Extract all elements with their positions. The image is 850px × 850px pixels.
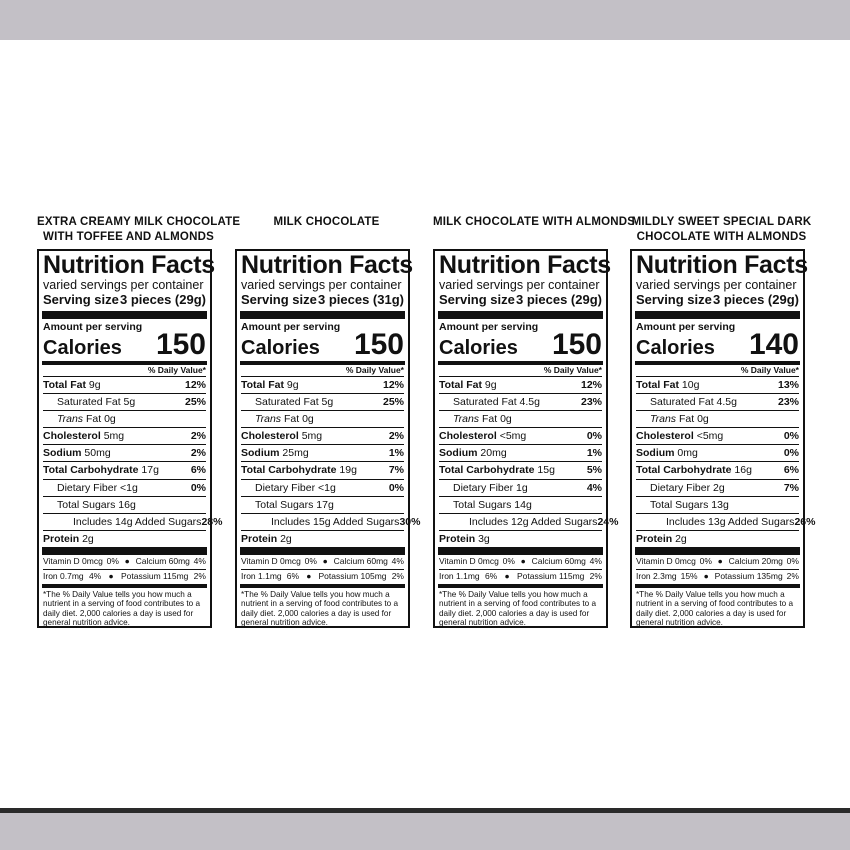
dietary-fiber-pct: 0% bbox=[190, 481, 206, 494]
total-sugars-amount: 17g bbox=[316, 498, 334, 511]
calcium-text: Calcium 60mg bbox=[135, 555, 190, 566]
vitamin-row-2 bbox=[43, 569, 206, 584]
saturated-fat-row bbox=[636, 393, 799, 410]
total-fat-amount: 9g bbox=[286, 379, 299, 391]
daily-value-header: % Daily Value* bbox=[543, 365, 602, 375]
saturated-fat-amount: 5g bbox=[321, 396, 334, 409]
bullet-icon: ● bbox=[124, 555, 130, 566]
product-heading bbox=[630, 215, 813, 249]
trans-label: Trans bbox=[453, 413, 480, 426]
saturated-fat-row bbox=[439, 393, 602, 410]
sodium-row bbox=[43, 444, 206, 461]
cholesterol-amount: 5mg bbox=[301, 430, 323, 443]
trans-fat-amount: 0g bbox=[302, 413, 314, 426]
product-heading-line-1: MILK CHOCOLATE WITH ALMONDS bbox=[433, 216, 636, 228]
footnote-divider bbox=[438, 584, 603, 588]
serving-size-value: 3 pieces (29g) bbox=[516, 292, 602, 307]
trans-label: Trans bbox=[255, 413, 282, 426]
added-sugars-row bbox=[636, 513, 816, 530]
total-fat-pct: 12% bbox=[382, 379, 404, 391]
sodium-row bbox=[636, 444, 799, 461]
calories-value: 140 bbox=[748, 328, 799, 361]
cholesterol-amount: <5mg bbox=[696, 430, 724, 443]
sodium-pct: 1% bbox=[388, 447, 404, 460]
potassium-text: Potassium 135mg bbox=[714, 570, 783, 581]
footnote-divider bbox=[240, 584, 405, 588]
added-sugars-row bbox=[241, 513, 421, 530]
saturated-fat-row bbox=[241, 393, 404, 410]
serving-size-row bbox=[439, 292, 602, 308]
protein-row bbox=[43, 530, 206, 547]
calcium-pct: 4% bbox=[391, 555, 404, 566]
carbohydrate-row bbox=[439, 461, 602, 478]
added-sugars-row bbox=[43, 513, 223, 530]
added-sugars-row bbox=[439, 513, 619, 530]
cholesterol-row bbox=[439, 427, 602, 444]
carbohydrate-pct: 5% bbox=[586, 464, 602, 477]
carbohydrate-row bbox=[636, 461, 799, 478]
nutrition-facts-title: Nutrition Facts bbox=[43, 251, 215, 279]
total-fat-amount: 10g bbox=[681, 379, 700, 391]
total-fat-pct: 12% bbox=[580, 379, 602, 391]
dietary-fiber-pct: 4% bbox=[586, 481, 602, 494]
nutrition-facts-title: Nutrition Facts bbox=[241, 251, 413, 279]
total-sugars-label: Total Sugars bbox=[57, 498, 116, 511]
thick-divider-vitamins bbox=[240, 547, 405, 555]
potassium-pct: 2% bbox=[391, 570, 404, 581]
total-sugars-label: Total Sugars bbox=[650, 498, 709, 511]
iron-text: Iron 0.7mg bbox=[43, 570, 84, 581]
protein-label: Protein bbox=[636, 532, 673, 545]
cholesterol-label: Cholesterol bbox=[439, 430, 497, 443]
bullet-icon: ● bbox=[703, 570, 709, 581]
sodium-amount: 50mg bbox=[84, 447, 111, 460]
dietary-fiber-pct: 0% bbox=[388, 481, 404, 494]
protein-label: Protein bbox=[241, 532, 278, 545]
product-heading-line-1: MILK CHOCOLATE bbox=[273, 216, 380, 228]
total-fat-amount: 9g bbox=[88, 379, 101, 391]
sodium-label: Sodium bbox=[241, 447, 280, 460]
nutrition-facts-title: Nutrition Facts bbox=[439, 251, 611, 279]
product-heading-line-2: WITH TOFFEE AND ALMONDS bbox=[43, 231, 214, 243]
daily-value-header: % Daily Value* bbox=[740, 365, 799, 375]
iron-pct: 4% bbox=[88, 570, 102, 581]
serving-size-value: 3 pieces (29g) bbox=[713, 292, 799, 307]
dietary-fiber-row bbox=[241, 479, 404, 496]
calcium-text: Calcium 60mg bbox=[531, 555, 586, 566]
saturated-fat-pct: 23% bbox=[580, 396, 602, 409]
vitamin-d-pct: 0% bbox=[502, 555, 515, 566]
daily-value-footnote: *The % Daily Value tells you how much a nutrient in a serving of food contributes to a daily diet. 2,000 calories a day is used for general nutrition advice. bbox=[241, 589, 399, 628]
protein-row bbox=[439, 530, 602, 547]
top-band bbox=[0, 0, 850, 40]
servings-per-container: varied servings per container bbox=[439, 278, 600, 292]
serving-size-label: Serving size bbox=[636, 292, 712, 307]
sodium-label: Sodium bbox=[439, 447, 478, 460]
potassium-text: Potassium 115mg bbox=[120, 570, 189, 581]
nutrition-facts-panel bbox=[630, 249, 816, 628]
dietary-fiber-label: Dietary Fiber bbox=[57, 481, 118, 494]
added-sugars-pct: 30% bbox=[399, 515, 421, 528]
total-fat-pct: 13% bbox=[777, 379, 799, 391]
potassium-text: Potassium 115mg bbox=[516, 570, 585, 581]
product-heading-line-1: MILDLY SWEET SPECIAL DARK bbox=[631, 216, 812, 228]
daily-value-header: % Daily Value* bbox=[345, 365, 404, 375]
serving-size-label: Serving size bbox=[241, 292, 317, 307]
sodium-label: Sodium bbox=[43, 447, 82, 460]
cholesterol-pct: 2% bbox=[190, 430, 206, 443]
saturated-fat-label: Saturated Fat bbox=[255, 396, 319, 409]
total-sugars-row bbox=[636, 496, 799, 513]
product-heading bbox=[433, 215, 636, 249]
dietary-fiber-row bbox=[43, 479, 206, 496]
sodium-row bbox=[241, 444, 404, 461]
calories-label: Calories bbox=[439, 337, 518, 359]
carbohydrate-amount: 15g bbox=[537, 464, 555, 477]
serving-size-value: 3 pieces (31g) bbox=[318, 292, 404, 307]
added-sugars-pct: 26% bbox=[794, 515, 816, 528]
nutrition-facts-panel bbox=[433, 249, 619, 628]
calories-label: Calories bbox=[43, 337, 122, 359]
total-fat-row bbox=[43, 376, 206, 393]
product-heading bbox=[37, 215, 241, 249]
nutrition-label-column-2 bbox=[235, 215, 421, 628]
added-sugars-text: Includes 14g Added Sugars bbox=[73, 515, 202, 528]
added-sugars-text: Includes 13g Added Sugars bbox=[666, 515, 795, 528]
saturated-fat-label: Saturated Fat bbox=[453, 396, 517, 409]
total-fat-row bbox=[241, 376, 404, 393]
fat-label: Fat bbox=[678, 413, 695, 426]
vitamin-d-pct: 0% bbox=[106, 555, 119, 566]
nutrition-label-column-3 bbox=[433, 215, 636, 628]
vitamin-d-pct: 0% bbox=[304, 555, 317, 566]
sodium-amount: 20mg bbox=[480, 447, 507, 460]
daily-value-footnote: *The % Daily Value tells you how much a nutrient in a serving of food contributes to a daily diet. 2,000 calories a day is used for general nutrition advice. bbox=[439, 589, 597, 628]
sodium-label: Sodium bbox=[636, 447, 675, 460]
protein-amount: 2g bbox=[82, 532, 94, 545]
nutrition-facts-panel bbox=[37, 249, 223, 628]
trans-fat-row bbox=[636, 410, 799, 427]
protein-row bbox=[636, 530, 799, 547]
calories-value: 150 bbox=[155, 328, 206, 361]
carbohydrate-pct: 6% bbox=[783, 464, 799, 477]
calories-value: 150 bbox=[353, 328, 404, 361]
saturated-fat-amount: 4.5g bbox=[716, 396, 737, 409]
calories-row bbox=[439, 328, 602, 361]
amount-per-serving: Amount per serving bbox=[636, 321, 736, 333]
cholesterol-pct: 0% bbox=[783, 430, 799, 443]
calcium-pct: 4% bbox=[193, 555, 206, 566]
thick-divider-vitamins bbox=[438, 547, 603, 555]
cholesterol-amount: 5mg bbox=[103, 430, 125, 443]
serving-size-row bbox=[636, 292, 799, 308]
sodium-row bbox=[439, 444, 602, 461]
vitamin-row-1 bbox=[241, 555, 404, 569]
saturated-fat-row bbox=[43, 393, 206, 410]
vitamin-row-1 bbox=[636, 555, 799, 569]
saturated-fat-pct: 25% bbox=[382, 396, 404, 409]
product-heading bbox=[235, 215, 418, 249]
total-sugars-amount: 14g bbox=[514, 498, 532, 511]
servings-per-container: varied servings per container bbox=[636, 278, 797, 292]
added-sugars-text: Includes 12g Added Sugars bbox=[469, 515, 598, 528]
total-fat-row bbox=[439, 376, 602, 393]
dietary-fiber-label: Dietary Fiber bbox=[650, 481, 711, 494]
nutrition-label-column-1 bbox=[37, 215, 241, 628]
thick-divider bbox=[240, 311, 405, 319]
fat-label: Fat bbox=[481, 413, 498, 426]
trans-label: Trans bbox=[57, 413, 84, 426]
cholesterol-pct: 2% bbox=[388, 430, 404, 443]
carbohydrate-label: Total Carbohydrate bbox=[439, 464, 535, 477]
carbohydrate-pct: 6% bbox=[190, 464, 206, 477]
iron-pct: 6% bbox=[484, 570, 498, 581]
total-sugars-amount: 16g bbox=[118, 498, 136, 511]
carbohydrate-label: Total Carbohydrate bbox=[636, 464, 732, 477]
bullet-icon: ● bbox=[108, 570, 114, 581]
total-fat-pct: 12% bbox=[184, 379, 206, 391]
saturated-fat-label: Saturated Fat bbox=[57, 396, 121, 409]
vitamin-row-1 bbox=[439, 555, 602, 569]
carbohydrate-amount: 17g bbox=[141, 464, 159, 477]
calcium-pct: 0% bbox=[786, 555, 799, 566]
amount-per-serving: Amount per serving bbox=[241, 321, 341, 333]
total-fat-label: Total Fat bbox=[439, 379, 482, 391]
total-fat-amount: 9g bbox=[484, 379, 497, 391]
bullet-icon: ● bbox=[306, 570, 312, 581]
calories-value: 150 bbox=[551, 328, 602, 361]
dietary-fiber-row bbox=[636, 479, 799, 496]
sodium-pct: 2% bbox=[190, 447, 206, 460]
saturated-fat-label: Saturated Fat bbox=[650, 396, 714, 409]
daily-value-header: % Daily Value* bbox=[147, 365, 206, 375]
carbohydrate-row bbox=[241, 461, 404, 478]
saturated-fat-amount: 4.5g bbox=[519, 396, 540, 409]
serving-size-row bbox=[241, 292, 404, 308]
iron-text: Iron 1.1mg bbox=[241, 570, 282, 581]
sodium-amount: 0mg bbox=[677, 447, 698, 460]
bullet-icon: ● bbox=[504, 570, 510, 581]
saturated-fat-amount: 5g bbox=[123, 396, 136, 409]
calcium-text: Calcium 20mg bbox=[728, 555, 783, 566]
dietary-fiber-amount: 2g bbox=[713, 481, 725, 494]
added-sugars-pct: 24% bbox=[597, 515, 619, 528]
total-sugars-row bbox=[439, 496, 602, 513]
dietary-fiber-label: Dietary Fiber bbox=[453, 481, 514, 494]
carbohydrate-amount: 16g bbox=[734, 464, 752, 477]
daily-value-footnote: *The % Daily Value tells you how much a nutrient in a serving of food contributes to a daily diet. 2,000 calories a day is used for general nutrition advice. bbox=[636, 589, 794, 628]
total-fat-label: Total Fat bbox=[241, 379, 284, 391]
protein-label: Protein bbox=[439, 532, 476, 545]
carbohydrate-amount: 19g bbox=[339, 464, 357, 477]
trans-fat-amount: 0g bbox=[500, 413, 512, 426]
potassium-pct: 2% bbox=[193, 570, 206, 581]
servings-per-container: varied servings per container bbox=[43, 278, 204, 292]
thick-divider bbox=[42, 311, 207, 319]
dietary-fiber-amount: <1g bbox=[120, 481, 138, 494]
vitamin-d-text: Vitamin D 0mcg bbox=[43, 555, 103, 566]
sodium-pct: 0% bbox=[783, 447, 799, 460]
serving-size-row bbox=[43, 292, 206, 308]
potassium-pct: 2% bbox=[589, 570, 602, 581]
sodium-pct: 1% bbox=[586, 447, 602, 460]
saturated-fat-pct: 25% bbox=[184, 396, 206, 409]
iron-pct: 6% bbox=[286, 570, 300, 581]
potassium-text: Potassium 105mg bbox=[318, 570, 387, 581]
vitamin-row-1 bbox=[43, 555, 206, 569]
potassium-pct: 2% bbox=[786, 570, 799, 581]
carbohydrate-label: Total Carbohydrate bbox=[43, 464, 139, 477]
trans-fat-row bbox=[241, 410, 404, 427]
bullet-icon: ● bbox=[520, 555, 526, 566]
iron-pct: 15% bbox=[680, 570, 698, 581]
calories-row bbox=[43, 328, 206, 361]
nutrition-label-column-4 bbox=[630, 215, 816, 628]
iron-text: Iron 1.1mg bbox=[439, 570, 480, 581]
cholesterol-row bbox=[636, 427, 799, 444]
fat-label: Fat bbox=[85, 413, 102, 426]
calories-row bbox=[241, 328, 404, 361]
added-sugars-text: Includes 15g Added Sugars bbox=[271, 515, 400, 528]
total-fat-row bbox=[636, 376, 799, 393]
dietary-fiber-pct: 7% bbox=[783, 481, 799, 494]
product-heading-line-2: CHOCOLATE WITH ALMONDS bbox=[636, 231, 807, 243]
calories-label: Calories bbox=[241, 337, 320, 359]
nutrition-facts-panel bbox=[235, 249, 421, 628]
protein-row bbox=[241, 530, 404, 547]
sodium-amount: 25mg bbox=[282, 447, 309, 460]
cholesterol-label: Cholesterol bbox=[636, 430, 694, 443]
dietary-fiber-row bbox=[439, 479, 602, 496]
cholesterol-amount: <5mg bbox=[499, 430, 527, 443]
vitamin-row-2 bbox=[241, 569, 404, 584]
vitamin-d-pct: 0% bbox=[699, 555, 712, 566]
added-sugars-pct: 28% bbox=[201, 515, 223, 528]
bullet-icon: ● bbox=[322, 555, 328, 566]
thick-divider bbox=[438, 311, 603, 319]
serving-size-value: 3 pieces (29g) bbox=[120, 292, 206, 307]
amount-per-serving: Amount per serving bbox=[439, 321, 539, 333]
calcium-text: Calcium 60mg bbox=[333, 555, 388, 566]
trans-label: Trans bbox=[650, 413, 677, 426]
total-sugars-row bbox=[43, 496, 206, 513]
vitamin-d-text: Vitamin D 0mcg bbox=[241, 555, 301, 566]
vitamin-d-text: Vitamin D 0mcg bbox=[636, 555, 696, 566]
vitamin-row-2 bbox=[439, 569, 602, 584]
daily-value-footnote: *The % Daily Value tells you how much a nutrient in a serving of food contributes to a daily diet. 2,000 calories a day is used for general nutrition advice. bbox=[43, 589, 201, 628]
nutrition-facts-title: Nutrition Facts bbox=[636, 251, 808, 279]
cholesterol-row bbox=[241, 427, 404, 444]
thick-divider-vitamins bbox=[635, 547, 800, 555]
carbohydrate-pct: 7% bbox=[388, 464, 404, 477]
thick-divider bbox=[635, 311, 800, 319]
total-sugars-label: Total Sugars bbox=[255, 498, 314, 511]
calories-label: Calories bbox=[636, 337, 715, 359]
serving-size-label: Serving size bbox=[43, 292, 119, 307]
vitamin-d-text: Vitamin D 0mcg bbox=[439, 555, 499, 566]
trans-fat-row bbox=[439, 410, 602, 427]
total-sugars-row bbox=[241, 496, 404, 513]
calories-row bbox=[636, 328, 799, 361]
fat-label: Fat bbox=[283, 413, 300, 426]
cholesterol-label: Cholesterol bbox=[43, 430, 101, 443]
bottom-band bbox=[0, 813, 850, 850]
thick-divider-vitamins bbox=[42, 547, 207, 555]
protein-label: Protein bbox=[43, 532, 80, 545]
trans-fat-amount: 0g bbox=[697, 413, 709, 426]
protein-amount: 2g bbox=[280, 532, 292, 545]
carbohydrate-row bbox=[43, 461, 206, 478]
total-sugars-amount: 13g bbox=[711, 498, 729, 511]
calcium-pct: 4% bbox=[589, 555, 602, 566]
saturated-fat-pct: 23% bbox=[777, 396, 799, 409]
product-heading-line-1: EXTRA CREAMY MILK CHOCOLATE bbox=[37, 216, 241, 228]
dietary-fiber-amount: <1g bbox=[318, 481, 336, 494]
protein-amount: 2g bbox=[675, 532, 687, 545]
total-sugars-label: Total Sugars bbox=[453, 498, 512, 511]
servings-per-container: varied servings per container bbox=[241, 278, 402, 292]
serving-size-label: Serving size bbox=[439, 292, 515, 307]
cholesterol-pct: 0% bbox=[586, 430, 602, 443]
total-fat-label: Total Fat bbox=[636, 379, 679, 391]
trans-fat-row bbox=[43, 410, 206, 427]
carbohydrate-label: Total Carbohydrate bbox=[241, 464, 337, 477]
dietary-fiber-amount: 1g bbox=[516, 481, 528, 494]
footnote-divider bbox=[42, 584, 207, 588]
protein-amount: 3g bbox=[478, 532, 490, 545]
bullet-icon: ● bbox=[717, 555, 723, 566]
total-fat-label: Total Fat bbox=[43, 379, 86, 391]
vitamin-row-2 bbox=[636, 569, 799, 584]
amount-per-serving: Amount per serving bbox=[43, 321, 143, 333]
cholesterol-label: Cholesterol bbox=[241, 430, 299, 443]
cholesterol-row bbox=[43, 427, 206, 444]
dietary-fiber-label: Dietary Fiber bbox=[255, 481, 316, 494]
trans-fat-amount: 0g bbox=[104, 413, 116, 426]
footnote-divider bbox=[635, 584, 800, 588]
iron-text: Iron 2.3mg bbox=[636, 570, 677, 581]
